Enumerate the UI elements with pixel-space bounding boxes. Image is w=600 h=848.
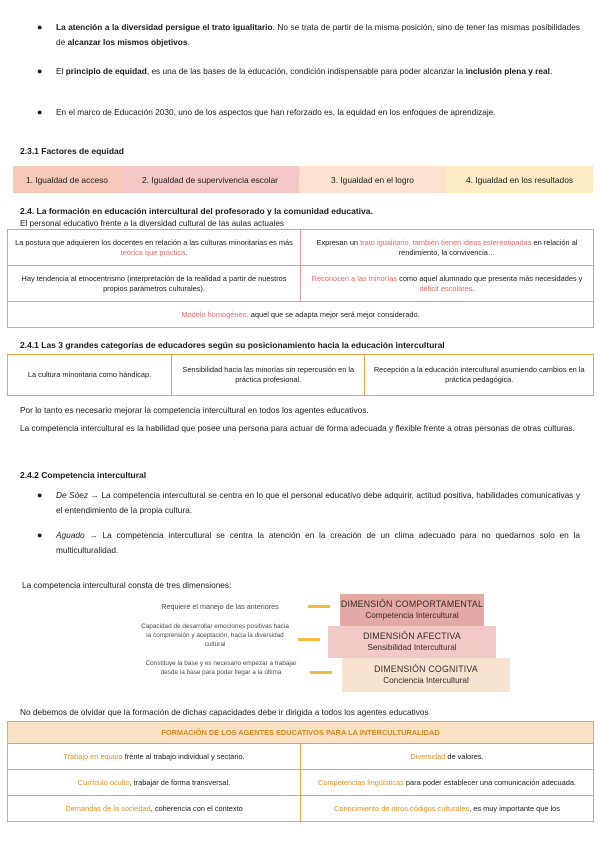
subheading-personal-educativo: El personal educativo frente a la diversidad cultural de las aulas actuales: [20, 219, 284, 228]
bullet-dot: ●: [37, 66, 43, 76]
heading-categorias-educadores: 2.4.1 Las 3 grandes categorías de educadores según su posicionamiento hacia la educación intercultural: [20, 340, 445, 350]
table-cell: Currículo oculto, trabajar de forma transversal.: [8, 770, 301, 796]
categorias-educadores-table: [7, 354, 594, 396]
factor-igualdad-resultados: 4. Igualdad en los resultados: [446, 166, 593, 193]
factores-equidad-bar: [13, 166, 593, 193]
pyramid-dimension-cognitiva: [342, 658, 510, 692]
pyramid-subtitle: Competencia Intercultural: [365, 611, 459, 620]
table-cell: Competencias lingüísticas para poder establecer una comunicación adecuada.: [301, 770, 594, 796]
table-cell: Modelo homogéneo, aquel que se adapta mejor será mejor considerado.: [8, 302, 594, 328]
category-recepcion: Recepción a la educación intercultural asumiendo cambios en la práctica pedagógica.: [365, 355, 594, 396]
bullet-dot: ●: [37, 530, 43, 540]
table-cell: Trabajo en equipo frente al trabajo individual y sectario.: [8, 744, 301, 770]
table-cell: Expresan un trato igualitario, también tienen ideas estereotipadas en relación al rendimiento, la convivencia…: [301, 230, 594, 266]
category-handicap: La cultura minoritaria como hándicap.: [8, 355, 172, 396]
heading-competencia-intercultural: 2.4.2 Competencia intercultural: [20, 470, 147, 480]
factor-igualdad-logro: 3. Igualdad en el logro: [299, 166, 446, 193]
table-row: [8, 796, 594, 822]
table-row: [8, 744, 594, 770]
bullet-dot: ●: [37, 490, 43, 500]
heading-factores-equidad: 2.3.1 Factores de equidad: [20, 146, 124, 156]
table-row: [8, 355, 594, 396]
arrow-left-icon: [308, 605, 330, 608]
table-header-row: [8, 722, 594, 744]
pyramid-note-cognitiva: Constituye la base y es necesario empezar a trabajar desde la base para poder llegar a la última: [145, 660, 297, 676]
bullet-educacion-2030: ● En el marco de Educación 2030, uno de los aspectos que han reforzado es, la equidad en los enfoques de aprendizaje.: [56, 105, 580, 120]
pyramid-title: DIMENSIÓN COMPORTAMENTAL: [340, 599, 484, 609]
paragraph-tres-dimensiones: La competencia intercultural consta de tres dimensiones:: [22, 580, 232, 590]
pyramid-note-comportamental: Requiere el manejo de las anteriores: [161, 602, 279, 611]
heading-formacion-intercultural: 2.4. La formación en educación intercultural del profesorado y la comunidad educativa.: [20, 206, 373, 216]
paragraph-definicion-competencia: La competencia intercultural es la habilidad que posee una persona para actuar de forma adecuada y flexible frente a otras personas de otras culturas.: [20, 423, 575, 433]
table-cell: Conocimiento de otros códigos culturales, es muy importante que los: [301, 796, 594, 822]
category-sensibilidad: Sensibilidad hacia las minorías sin repercusión en la práctica profesional.: [172, 355, 365, 396]
bullet-atencion-diversidad: ● La atención a la diversidad persigue el trato igualitario. No se trata de partir de la misma posición, sino de tener las mismas posibilidades de alcanzar los mismos objetivos.: [37, 22, 580, 47]
table-row: [8, 230, 594, 266]
factor-igualdad-supervivencia: 2. Igualdad de supervivencia escolar: [121, 166, 299, 193]
table-row: [8, 302, 594, 328]
table-cell: Diversidad de valores.: [301, 744, 594, 770]
pyramid-subtitle: Conciencia Intercultural: [383, 676, 469, 685]
pyramid-dimension-comportamental: [340, 594, 484, 626]
arrow-left-icon: [310, 671, 332, 674]
table-row: [8, 266, 594, 302]
formacion-agentes-table: [7, 721, 594, 822]
bullet-aguado: ● Aguado → La competencia intercultural se centra la atención en la creación de un clima adecuado para no quedarnos solo en la multiculturalidad.: [37, 530, 580, 555]
pyramid-note-afectiva: Capacidad de desarrollar emociones positivas hacia la comprensión y aceptación, hacia la diversidad cultural: [141, 623, 289, 648]
pyramid-title: DIMENSIÓN COGNITIVA: [374, 664, 478, 674]
table-cell: Reconocen a las minorías como aquel alumnado que presenta más necesidades y déficit escolares.: [301, 266, 594, 302]
bullet-principio-equidad: ● El principio de equidad, es una de las bases de la educación, condición indispensable para poder alcanzar la inclusión plena y real.: [56, 64, 580, 79]
arrow-left-icon: [298, 638, 320, 641]
personal-educativo-table: [7, 229, 594, 328]
table-cell: La postura que adquieren los docentes en relación a las culturas minoritarias es más teórica que práctica.: [8, 230, 301, 266]
table-row: [8, 770, 594, 796]
pyramid-dimension-afectiva: [328, 626, 496, 658]
bullet-dot: ●: [37, 107, 43, 117]
paragraph-mejorar-competencia: Por lo tanto es necesario mejorar la competencia intercultural en todos los agentes educativos.: [20, 405, 369, 415]
table-title: FORMACIÓN DE LOS AGENTES EDUCATIVOS PARA LA INTERCULTURALIDAD: [8, 722, 594, 744]
factor-igualdad-acceso: 1. Igualdad de acceso: [13, 166, 121, 193]
paragraph-formacion-agentes: No debemos de olvidar que la formación de dichas capacidades debe ir dirigida a todos los agentes educativos: [20, 707, 429, 717]
table-cell: Demandas de la sociedad, coherencia con el contexto: [8, 796, 301, 822]
bullet-dot: ●: [37, 22, 43, 32]
pyramid-title: DIMENSIÓN AFECTIVA: [363, 631, 461, 641]
pyramid-subtitle: Sensibilidad Intercultural: [367, 643, 457, 652]
bullet-de-soez: ● De Sóez → La competencia intercultural se centra en lo que el personal educativo debe adquirir, actitud positiva, habilidades comunicativas y el entendimiento de la propia cultura.: [37, 490, 580, 515]
table-cell: Hay tendencia al etnocentrismo (interpretación de la realidad a partir de nuestros propios parámetros culturales).: [8, 266, 301, 302]
